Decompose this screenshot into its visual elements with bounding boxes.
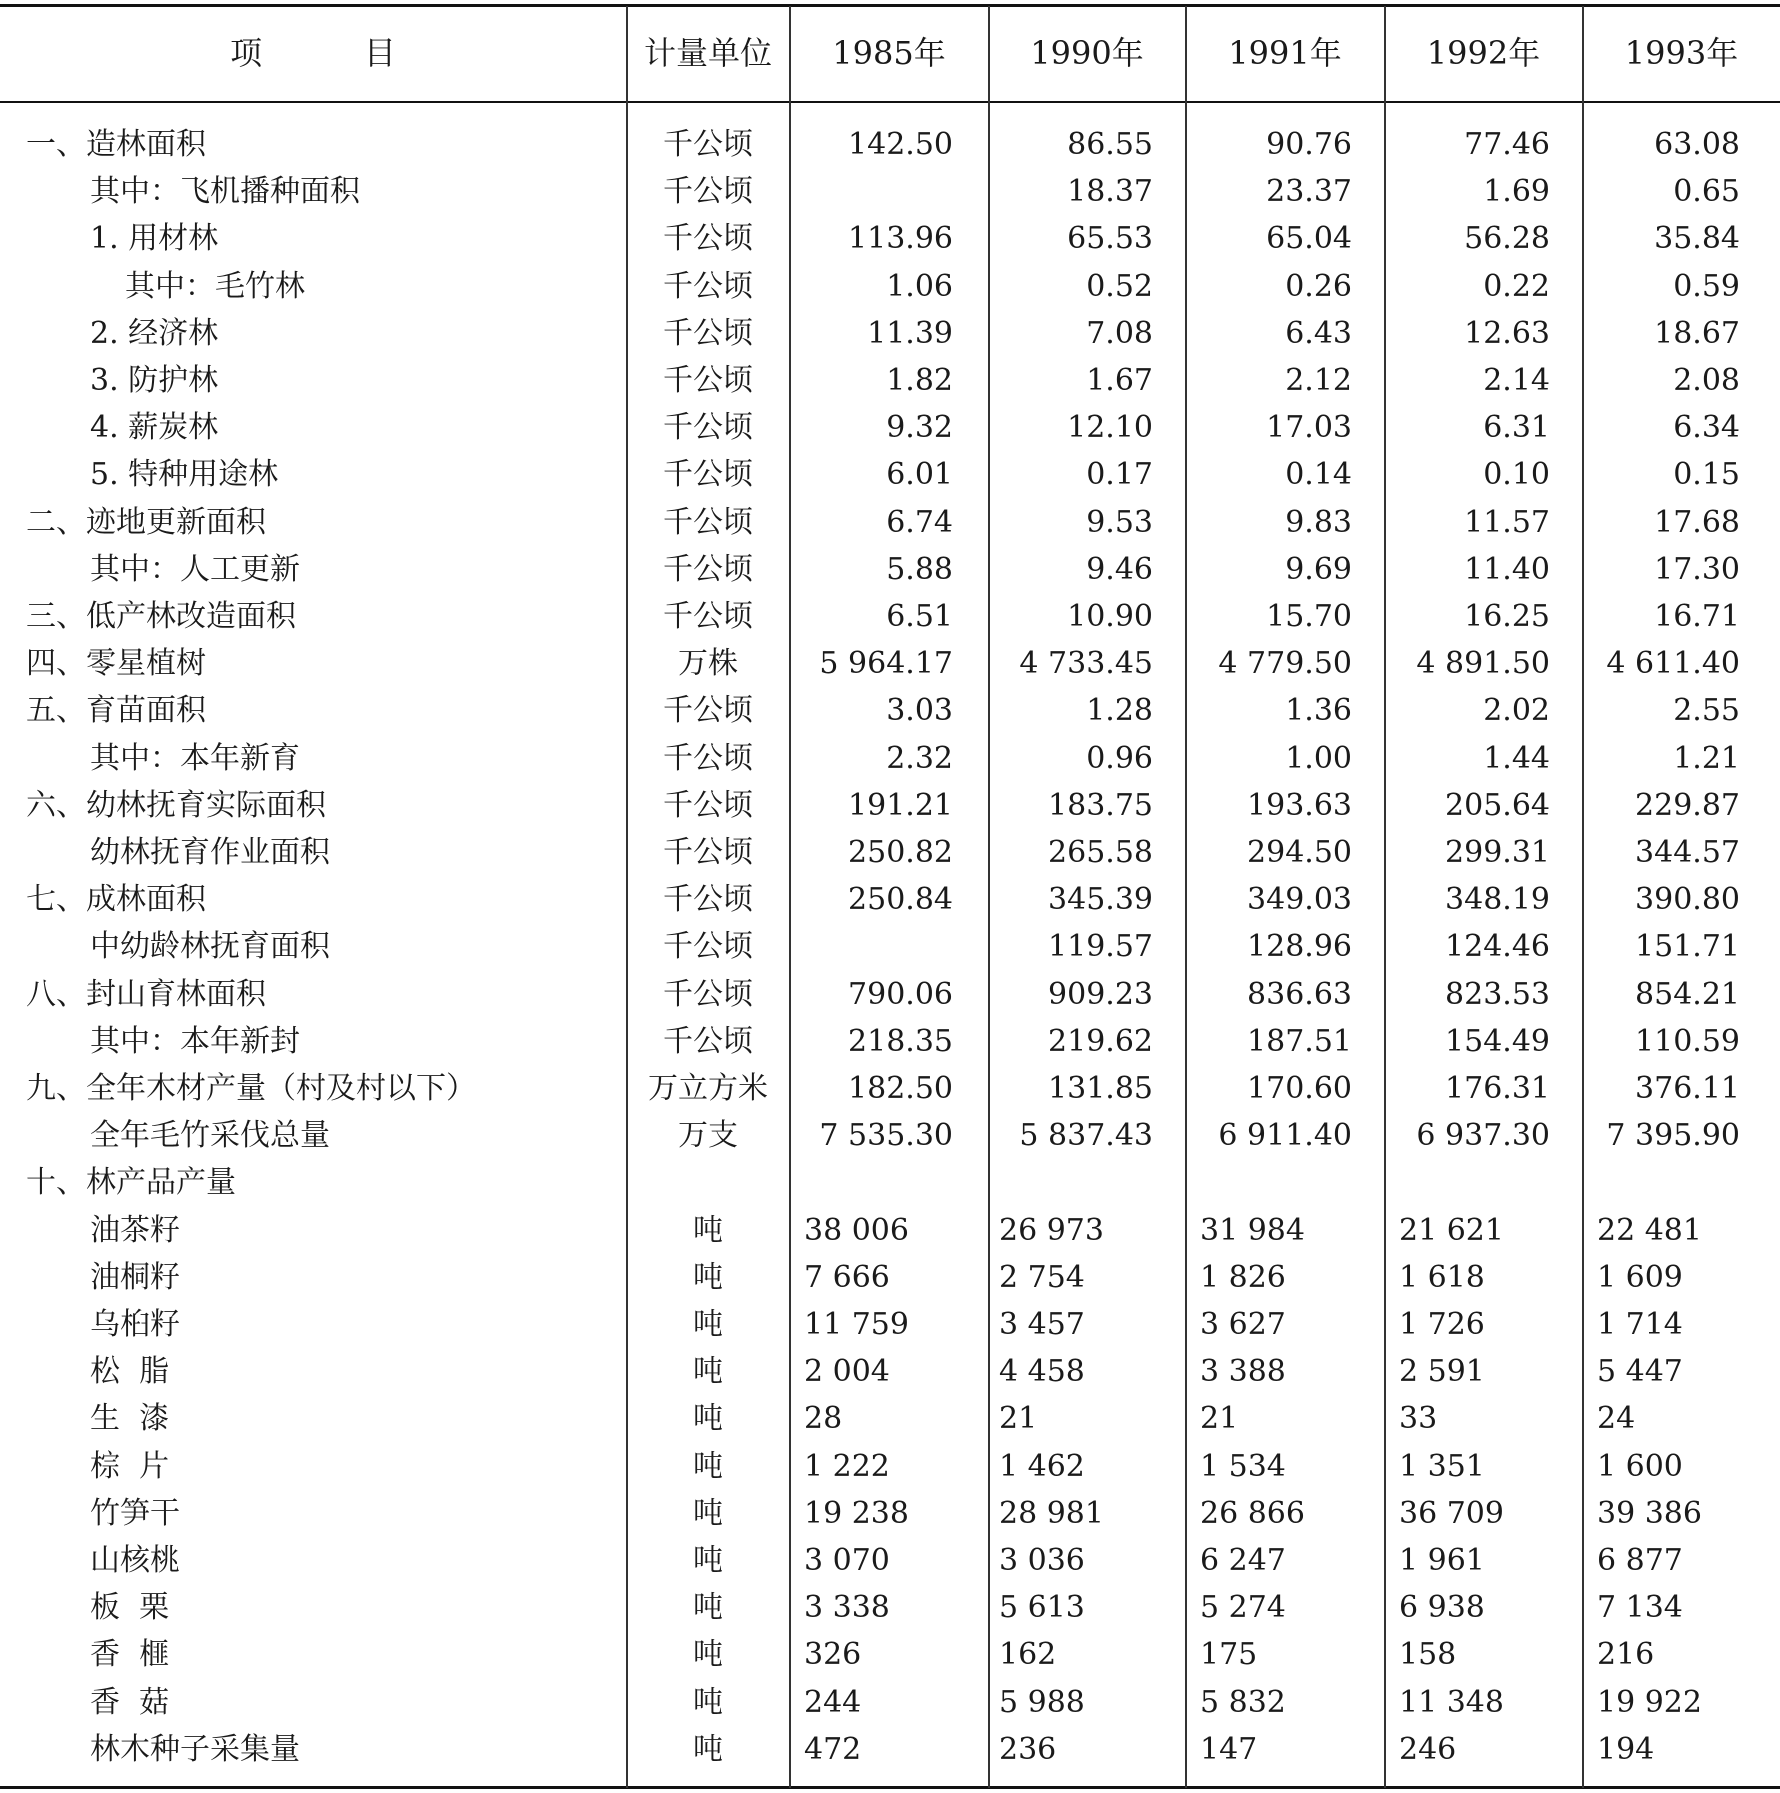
row-unit: 千公顷	[663, 835, 753, 870]
value-cell: 142.50	[848, 127, 953, 162]
value-cell: 216	[1597, 1637, 1655, 1672]
row-label: 油茶籽	[90, 1213, 180, 1248]
value-cell: 4 458	[999, 1354, 1085, 1389]
row-label: 三、低产林改造面积	[26, 599, 296, 634]
value-cell: 18.67	[1654, 316, 1740, 351]
value-cell: 2.08	[1673, 363, 1740, 398]
value-cell: 16.71	[1654, 599, 1740, 634]
row-label: 1. 用材林	[90, 221, 219, 256]
row-unit: 万立方米	[648, 1071, 768, 1106]
value-cell: 39 386	[1597, 1496, 1702, 1531]
value-cell: 3 627	[1200, 1307, 1286, 1342]
value-cell: 4 733.45	[1019, 646, 1153, 681]
value-cell: 3 388	[1200, 1354, 1286, 1389]
value-cell: 1 609	[1597, 1260, 1683, 1295]
row-unit: 千公顷	[663, 505, 753, 540]
value-cell: 2 004	[804, 1354, 890, 1389]
row-unit: 吨	[693, 1307, 723, 1342]
value-cell: 21	[1200, 1401, 1239, 1436]
value-cell: 154.49	[1445, 1024, 1550, 1059]
value-cell: 6 877	[1597, 1543, 1683, 1578]
value-cell: 90.76	[1266, 127, 1352, 162]
value-cell: 376.11	[1635, 1071, 1740, 1106]
header-item: 项 目	[230, 34, 396, 72]
row-unit: 千公顷	[663, 1024, 753, 1059]
value-cell: 11.57	[1464, 505, 1550, 540]
row-unit: 千公顷	[663, 882, 753, 917]
row-label: 竹笋干	[90, 1496, 180, 1531]
row-label: 香 菇	[90, 1685, 170, 1720]
value-cell: 250.82	[848, 835, 953, 870]
row-label: 生 漆	[90, 1401, 170, 1436]
value-cell: 218.35	[848, 1024, 953, 1059]
value-cell: 326	[804, 1637, 862, 1672]
value-cell: 1 462	[999, 1449, 1085, 1484]
value-cell: 28	[804, 1401, 843, 1436]
value-cell: 16.25	[1464, 599, 1550, 634]
value-cell: 5 964.17	[819, 646, 953, 681]
value-cell: 17.30	[1654, 552, 1740, 587]
value-cell	[790, 924, 953, 970]
row-label: 六、幼林抚育实际面积	[26, 788, 326, 823]
value-cell: 24	[1597, 1401, 1636, 1436]
row-unit: 千公顷	[663, 127, 753, 162]
header-year-1992: 1992年	[1426, 34, 1541, 72]
value-cell: 1.06	[886, 269, 953, 304]
value-cell: 15.70	[1266, 599, 1352, 634]
row-unit: 千公顷	[663, 221, 753, 256]
value-cell: 56.28	[1464, 221, 1550, 256]
value-cell: 1 351	[1399, 1449, 1485, 1484]
value-cell: 5 447	[1597, 1354, 1683, 1389]
value-cell: 2 754	[999, 1260, 1085, 1295]
row-label: 林木种子采集量	[90, 1732, 300, 1767]
value-cell: 0.96	[1086, 741, 1153, 776]
value-cell: 5 837.43	[1019, 1118, 1153, 1153]
value-cell: 3 457	[999, 1307, 1085, 1342]
value-cell: 5 274	[1200, 1590, 1286, 1625]
value-cell: 170.60	[1247, 1071, 1352, 1106]
row-label: 五、育苗面积	[26, 693, 206, 728]
row-unit: 万支	[678, 1118, 738, 1153]
value-cell: 38 006	[804, 1213, 909, 1248]
value-cell: 182.50	[848, 1071, 953, 1106]
value-cell: 7 666	[804, 1260, 890, 1295]
value-cell: 6 937.30	[1416, 1118, 1550, 1153]
value-cell: 299.31	[1445, 835, 1550, 870]
value-cell: 5.88	[886, 552, 953, 587]
value-cell: 19 238	[804, 1496, 909, 1531]
value-cell: 0.22	[1483, 269, 1550, 304]
value-cell: 65.04	[1266, 221, 1352, 256]
value-cell: 2.32	[886, 741, 953, 776]
value-cell	[1186, 1160, 1352, 1206]
value-cell: 124.46	[1445, 929, 1550, 964]
value-cell: 151.71	[1635, 929, 1740, 964]
value-cell: 1.82	[886, 363, 953, 398]
value-cell: 187.51	[1247, 1024, 1352, 1059]
value-cell: 219.62	[1048, 1024, 1153, 1059]
value-cell: 345.39	[1048, 882, 1153, 917]
row-unit: 吨	[693, 1590, 723, 1625]
row-label: 5. 特种用途林	[90, 457, 279, 492]
value-cell: 18.37	[1067, 174, 1153, 209]
value-cell: 17.03	[1266, 410, 1352, 445]
value-cell: 9.69	[1285, 552, 1352, 587]
value-cell: 1.67	[1086, 363, 1153, 398]
row-label: 香 榧	[90, 1637, 170, 1672]
value-cell: 244	[804, 1685, 862, 1720]
value-cell: 12.63	[1464, 316, 1550, 351]
row-unit: 吨	[693, 1496, 723, 1531]
value-cell: 65.53	[1067, 221, 1153, 256]
value-cell: 36 709	[1399, 1496, 1504, 1531]
value-cell: 26 866	[1200, 1496, 1305, 1531]
row-unit: 吨	[693, 1213, 723, 1248]
value-cell: 110.59	[1635, 1024, 1740, 1059]
header-year-1991: 1991年	[1228, 34, 1342, 72]
value-cell: 9.46	[1086, 552, 1153, 587]
row-unit: 千公顷	[663, 788, 753, 823]
value-cell: 7 535.30	[819, 1118, 953, 1153]
row-label: 四、零星植树	[26, 646, 206, 681]
value-cell: 1.00	[1285, 741, 1352, 776]
value-cell: 183.75	[1048, 788, 1153, 823]
value-cell: 191.21	[848, 788, 953, 823]
row-unit: 吨	[693, 1543, 723, 1578]
value-cell: 175	[1200, 1637, 1258, 1672]
value-cell: 0.26	[1285, 269, 1352, 304]
value-cell: 35.84	[1654, 221, 1740, 256]
row-label: 其中：本年新育	[90, 741, 300, 776]
value-cell: 2.55	[1673, 693, 1740, 728]
value-cell: 23.37	[1266, 174, 1352, 209]
value-cell: 5 988	[999, 1685, 1085, 1720]
value-cell: 7 395.90	[1606, 1118, 1740, 1153]
value-cell: 7 134	[1597, 1590, 1683, 1625]
value-cell: 836.63	[1247, 977, 1352, 1012]
value-cell: 26 973	[999, 1213, 1104, 1248]
row-label: 松 脂	[90, 1354, 170, 1389]
row-label: 4. 薪炭林	[90, 410, 219, 445]
value-cell: 823.53	[1445, 977, 1550, 1012]
value-cell: 194	[1597, 1732, 1655, 1767]
value-cell: 390.80	[1635, 882, 1740, 917]
header-unit: 计量单位	[643, 34, 772, 72]
value-cell: 294.50	[1247, 835, 1352, 870]
row-unit: 千公顷	[663, 977, 753, 1012]
row-label: 山核桃	[90, 1543, 180, 1578]
row-label: 一、造林面积	[26, 127, 206, 162]
value-cell: 63.08	[1654, 127, 1740, 162]
value-cell: 113.96	[848, 221, 953, 256]
value-cell: 5 832	[1200, 1685, 1286, 1720]
value-cell: 12.10	[1067, 410, 1153, 445]
value-cell	[989, 1160, 1153, 1206]
row-unit: 千公顷	[663, 552, 753, 587]
value-cell: 1 534	[1200, 1449, 1286, 1484]
value-cell: 1.44	[1483, 741, 1550, 776]
value-cell	[790, 1160, 953, 1206]
row-label: 其中：人工更新	[90, 552, 300, 587]
value-cell: 162	[999, 1637, 1057, 1672]
row-label: 全年毛竹采伐总量	[90, 1118, 330, 1153]
value-cell: 854.21	[1635, 977, 1740, 1012]
value-cell: 236	[999, 1732, 1057, 1767]
value-cell: 229.87	[1635, 788, 1740, 823]
value-cell	[1385, 1160, 1550, 1206]
value-cell: 21 621	[1399, 1213, 1504, 1248]
value-cell: 4 779.50	[1218, 646, 1352, 681]
value-cell: 19 922	[1597, 1685, 1702, 1720]
value-cell: 2.14	[1483, 363, 1550, 398]
value-cell: 1.28	[1086, 693, 1153, 728]
value-cell: 128.96	[1247, 929, 1352, 964]
value-cell: 246	[1399, 1732, 1457, 1767]
value-cell: 176.31	[1445, 1071, 1550, 1106]
value-cell: 1.21	[1673, 741, 1740, 776]
row-label: 二、迹地更新面积	[26, 505, 266, 540]
value-cell: 205.64	[1445, 788, 1550, 823]
row-unit: 吨	[693, 1401, 723, 1436]
row-unit: 千公顷	[663, 269, 753, 304]
value-cell: 31 984	[1200, 1213, 1305, 1248]
value-cell: 0.52	[1086, 269, 1153, 304]
value-cell: 349.03	[1247, 882, 1352, 917]
value-cell: 472	[804, 1732, 862, 1767]
value-cell: 265.58	[1048, 835, 1153, 870]
header-year-1993: 1993年	[1624, 34, 1739, 72]
value-cell: 2.12	[1285, 363, 1352, 398]
row-unit: 千公顷	[663, 410, 753, 445]
value-cell: 1 726	[1399, 1307, 1485, 1342]
row-label: 十、林产品产量	[26, 1165, 236, 1200]
row-label: 其中：飞机播种面积	[90, 174, 360, 209]
value-cell: 9.83	[1285, 505, 1352, 540]
value-cell: 131.85	[1048, 1071, 1153, 1106]
value-cell: 1 600	[1597, 1449, 1683, 1484]
value-cell: 9.53	[1086, 505, 1153, 540]
value-cell: 11.39	[867, 316, 953, 351]
row-unit: 千公顷	[663, 363, 753, 398]
value-cell: 86.55	[1067, 127, 1153, 162]
value-cell: 790.06	[848, 977, 953, 1012]
row-unit: 千公顷	[663, 599, 753, 634]
value-cell: 5 613	[999, 1590, 1085, 1625]
value-cell: 6.43	[1285, 316, 1352, 351]
value-cell: 6.51	[886, 599, 953, 634]
value-cell: 22 481	[1597, 1213, 1702, 1248]
row-unit: 万株	[678, 646, 738, 681]
value-cell: 6.74	[886, 505, 953, 540]
value-cell: 909.23	[1048, 977, 1153, 1012]
row-unit: 吨	[693, 1260, 723, 1295]
row-unit: 吨	[693, 1637, 723, 1672]
row-label: 中幼龄林抚育面积	[90, 929, 330, 964]
value-cell: 11 759	[804, 1307, 909, 1342]
bottom-rule	[0, 1786, 1780, 1789]
row-unit: 吨	[693, 1449, 723, 1484]
value-cell: 9.32	[886, 410, 953, 445]
value-cell: 6 911.40	[1218, 1118, 1352, 1153]
value-cell: 6 247	[1200, 1543, 1286, 1578]
value-cell: 0.17	[1086, 457, 1153, 492]
value-cell: 0.59	[1673, 269, 1740, 304]
header-rule	[0, 101, 1780, 103]
value-cell: 10.90	[1067, 599, 1153, 634]
row-unit: 千公顷	[663, 693, 753, 728]
value-cell: 3 070	[804, 1543, 890, 1578]
value-cell: 3 036	[999, 1543, 1085, 1578]
value-cell: 147	[1200, 1732, 1258, 1767]
value-cell: 7.08	[1086, 316, 1153, 351]
value-cell: 3.03	[886, 693, 953, 728]
value-cell: 250.84	[848, 882, 953, 917]
row-label: 幼林抚育作业面积	[90, 835, 330, 870]
value-cell: 1.69	[1483, 174, 1550, 209]
value-cell: 28 981	[999, 1496, 1104, 1531]
value-cell: 33	[1399, 1401, 1438, 1436]
row-label: 乌桕籽	[90, 1307, 180, 1342]
value-cell: 193.63	[1247, 788, 1352, 823]
value-cell: 2.02	[1483, 693, 1550, 728]
row-label: 八、封山育林面积	[26, 977, 266, 1012]
value-cell: 0.14	[1285, 457, 1352, 492]
row-label: 3. 防护林	[90, 363, 219, 398]
value-cell: 1.36	[1285, 693, 1352, 728]
row-label: 油桐籽	[90, 1260, 180, 1295]
value-cell: 0.65	[1673, 174, 1740, 209]
value-cell: 0.10	[1483, 457, 1550, 492]
value-cell: 17.68	[1654, 505, 1740, 540]
header-year-1985: 1985年	[832, 34, 946, 72]
value-cell: 158	[1399, 1637, 1457, 1672]
value-cell: 344.57	[1635, 835, 1740, 870]
value-cell: 1 826	[1200, 1260, 1286, 1295]
value-cell: 3 338	[804, 1590, 890, 1625]
value-cell: 6.31	[1483, 410, 1550, 445]
row-label: 板 栗	[90, 1590, 170, 1625]
value-cell: 348.19	[1445, 882, 1550, 917]
value-cell: 2 591	[1399, 1354, 1485, 1389]
row-unit: 吨	[693, 1685, 723, 1720]
value-cell: 6.01	[886, 457, 953, 492]
value-cell: 11.40	[1464, 552, 1550, 587]
row-unit: 千公顷	[663, 316, 753, 351]
row-unit: 吨	[693, 1732, 723, 1767]
value-cell	[790, 169, 953, 215]
value-cell: 4 891.50	[1416, 646, 1550, 681]
value-cell: 0.15	[1673, 457, 1740, 492]
value-cell: 11 348	[1399, 1685, 1504, 1720]
value-cell: 6 938	[1399, 1590, 1485, 1625]
row-unit	[627, 1160, 789, 1206]
row-label: 九、全年木材产量（村及村以下）	[26, 1071, 476, 1106]
row-unit: 千公顷	[663, 929, 753, 964]
row-unit: 千公顷	[663, 741, 753, 776]
row-label: 棕 片	[90, 1449, 170, 1484]
value-cell: 1 961	[1399, 1543, 1485, 1578]
header-year-1990: 1990年	[1030, 34, 1144, 72]
row-unit: 吨	[693, 1354, 723, 1389]
row-unit: 千公顷	[663, 174, 753, 209]
top-rule	[0, 4, 1780, 7]
value-cell: 1 714	[1597, 1307, 1683, 1342]
value-cell: 119.57	[1048, 929, 1153, 964]
value-cell: 77.46	[1464, 127, 1550, 162]
row-label: 其中：毛竹林	[125, 269, 305, 304]
value-cell	[1583, 1160, 1740, 1206]
value-cell: 6.34	[1673, 410, 1740, 445]
value-cell: 1 618	[1399, 1260, 1485, 1295]
row-label: 七、成林面积	[26, 882, 206, 917]
row-label: 2. 经济林	[90, 316, 219, 351]
value-cell: 1 222	[804, 1449, 890, 1484]
value-cell: 21	[999, 1401, 1038, 1436]
row-unit: 千公顷	[663, 457, 753, 492]
value-cell: 4 611.40	[1606, 646, 1740, 681]
row-label: 其中：本年新封	[90, 1024, 300, 1059]
